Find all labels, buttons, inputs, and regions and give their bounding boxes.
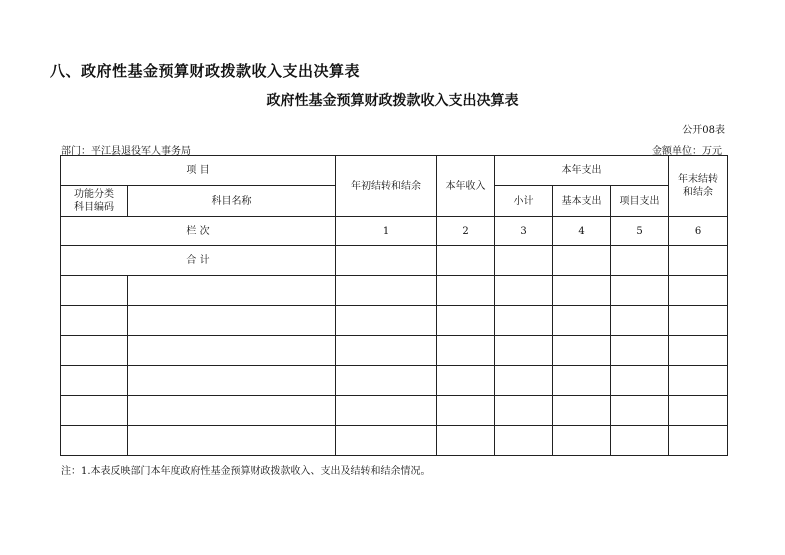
section-heading: 八、政府性基金预算财政拨款收入支出决算表 (50, 62, 361, 80)
table-cell (437, 396, 495, 426)
column-number-6: 6 (669, 217, 728, 246)
table-row (61, 426, 728, 456)
table-cell (437, 366, 495, 396)
department-label: 部门：平江县退役军人事务局 (61, 146, 191, 157)
table-cell (611, 366, 669, 396)
header-function-code (61, 186, 128, 217)
header-function-code-line1: 功能分类 (74, 189, 114, 200)
header-function-code-line2: 科目编码 (74, 202, 114, 213)
table-cell (336, 276, 437, 306)
table-cell (669, 306, 728, 336)
total-cell (336, 246, 437, 276)
table-cell (553, 426, 611, 456)
header-expenditure: 本年支出 (495, 156, 669, 186)
header-basic-expenditure: 基本支出 (553, 186, 611, 217)
table-cell (128, 276, 336, 306)
table-cell (669, 366, 728, 396)
total-cell (669, 246, 728, 276)
table-cell (61, 276, 128, 306)
column-number-label: 栏 次 (61, 217, 336, 246)
table-cell (495, 306, 553, 336)
total-cell (495, 246, 553, 276)
form-number: 公开08表 (682, 125, 725, 136)
table-cell (553, 396, 611, 426)
table-cell (61, 306, 128, 336)
table-cell (128, 366, 336, 396)
footnote: 注：1.本表反映部门本年度政府性基金预算财政拨款收入、支出及结转和结余情况。 (61, 466, 431, 477)
header-row-1 (61, 156, 728, 186)
table-title: 政府性基金预算财政拨款收入支出决算表 (266, 93, 519, 109)
header-closing-balance-line1: 年末结转 (678, 174, 719, 185)
table-cell (336, 396, 437, 426)
table-row (61, 276, 728, 306)
table-cell (611, 396, 669, 426)
table-cell (495, 276, 553, 306)
table-cell (495, 366, 553, 396)
column-number-5: 5 (611, 217, 669, 246)
total-cell (611, 246, 669, 276)
column-number-4: 4 (553, 217, 611, 246)
table-cell (437, 336, 495, 366)
table-cell (669, 336, 728, 366)
table-row (61, 366, 728, 396)
table-cell (611, 336, 669, 366)
table-cell (61, 396, 128, 426)
header-subject-name: 科目名称 (128, 186, 336, 217)
total-cell (437, 246, 495, 276)
column-number-3: 3 (495, 217, 553, 246)
table-cell (336, 366, 437, 396)
table-cell (336, 426, 437, 456)
header-item: 项 目 (61, 156, 336, 186)
table-cell (553, 276, 611, 306)
header-project-expenditure: 项目支出 (611, 186, 669, 217)
total-label: 合 计 (61, 246, 336, 276)
header-subtotal: 小计 (495, 186, 553, 217)
table-cell (128, 336, 336, 366)
table-cell (495, 426, 553, 456)
table-cell (437, 276, 495, 306)
table-row (61, 306, 728, 336)
header-closing-balance-line2: 和结余 (683, 187, 714, 198)
table-cell (61, 366, 128, 396)
amount-unit-label: 金额单位：万元 (652, 146, 722, 157)
table-cell (553, 336, 611, 366)
table-cell (128, 426, 336, 456)
table-cell (128, 306, 336, 336)
total-cell (553, 246, 611, 276)
header-income: 本年收入 (437, 156, 495, 217)
table-cell (553, 306, 611, 336)
table-cell (495, 336, 553, 366)
table-cell (61, 336, 128, 366)
header-closing-balance (669, 156, 728, 217)
table-cell (611, 276, 669, 306)
total-row (61, 246, 728, 276)
column-number-1: 1 (336, 217, 437, 246)
budget-table (60, 155, 728, 456)
table-cell (61, 426, 128, 456)
table-cell (437, 426, 495, 456)
table-cell (336, 306, 437, 336)
table-cell (128, 396, 336, 426)
table-row (61, 396, 728, 426)
table-cell (553, 366, 611, 396)
table-row (61, 336, 728, 366)
header-opening-balance: 年初结转和结余 (336, 156, 437, 217)
table-cell (669, 426, 728, 456)
table-cell (495, 396, 553, 426)
column-number-row (61, 217, 728, 246)
table-cell (336, 336, 437, 366)
table-cell (437, 306, 495, 336)
table-cell (669, 276, 728, 306)
table-cell (611, 306, 669, 336)
table-cell (669, 396, 728, 426)
table-cell (611, 426, 669, 456)
column-number-2: 2 (437, 217, 495, 246)
